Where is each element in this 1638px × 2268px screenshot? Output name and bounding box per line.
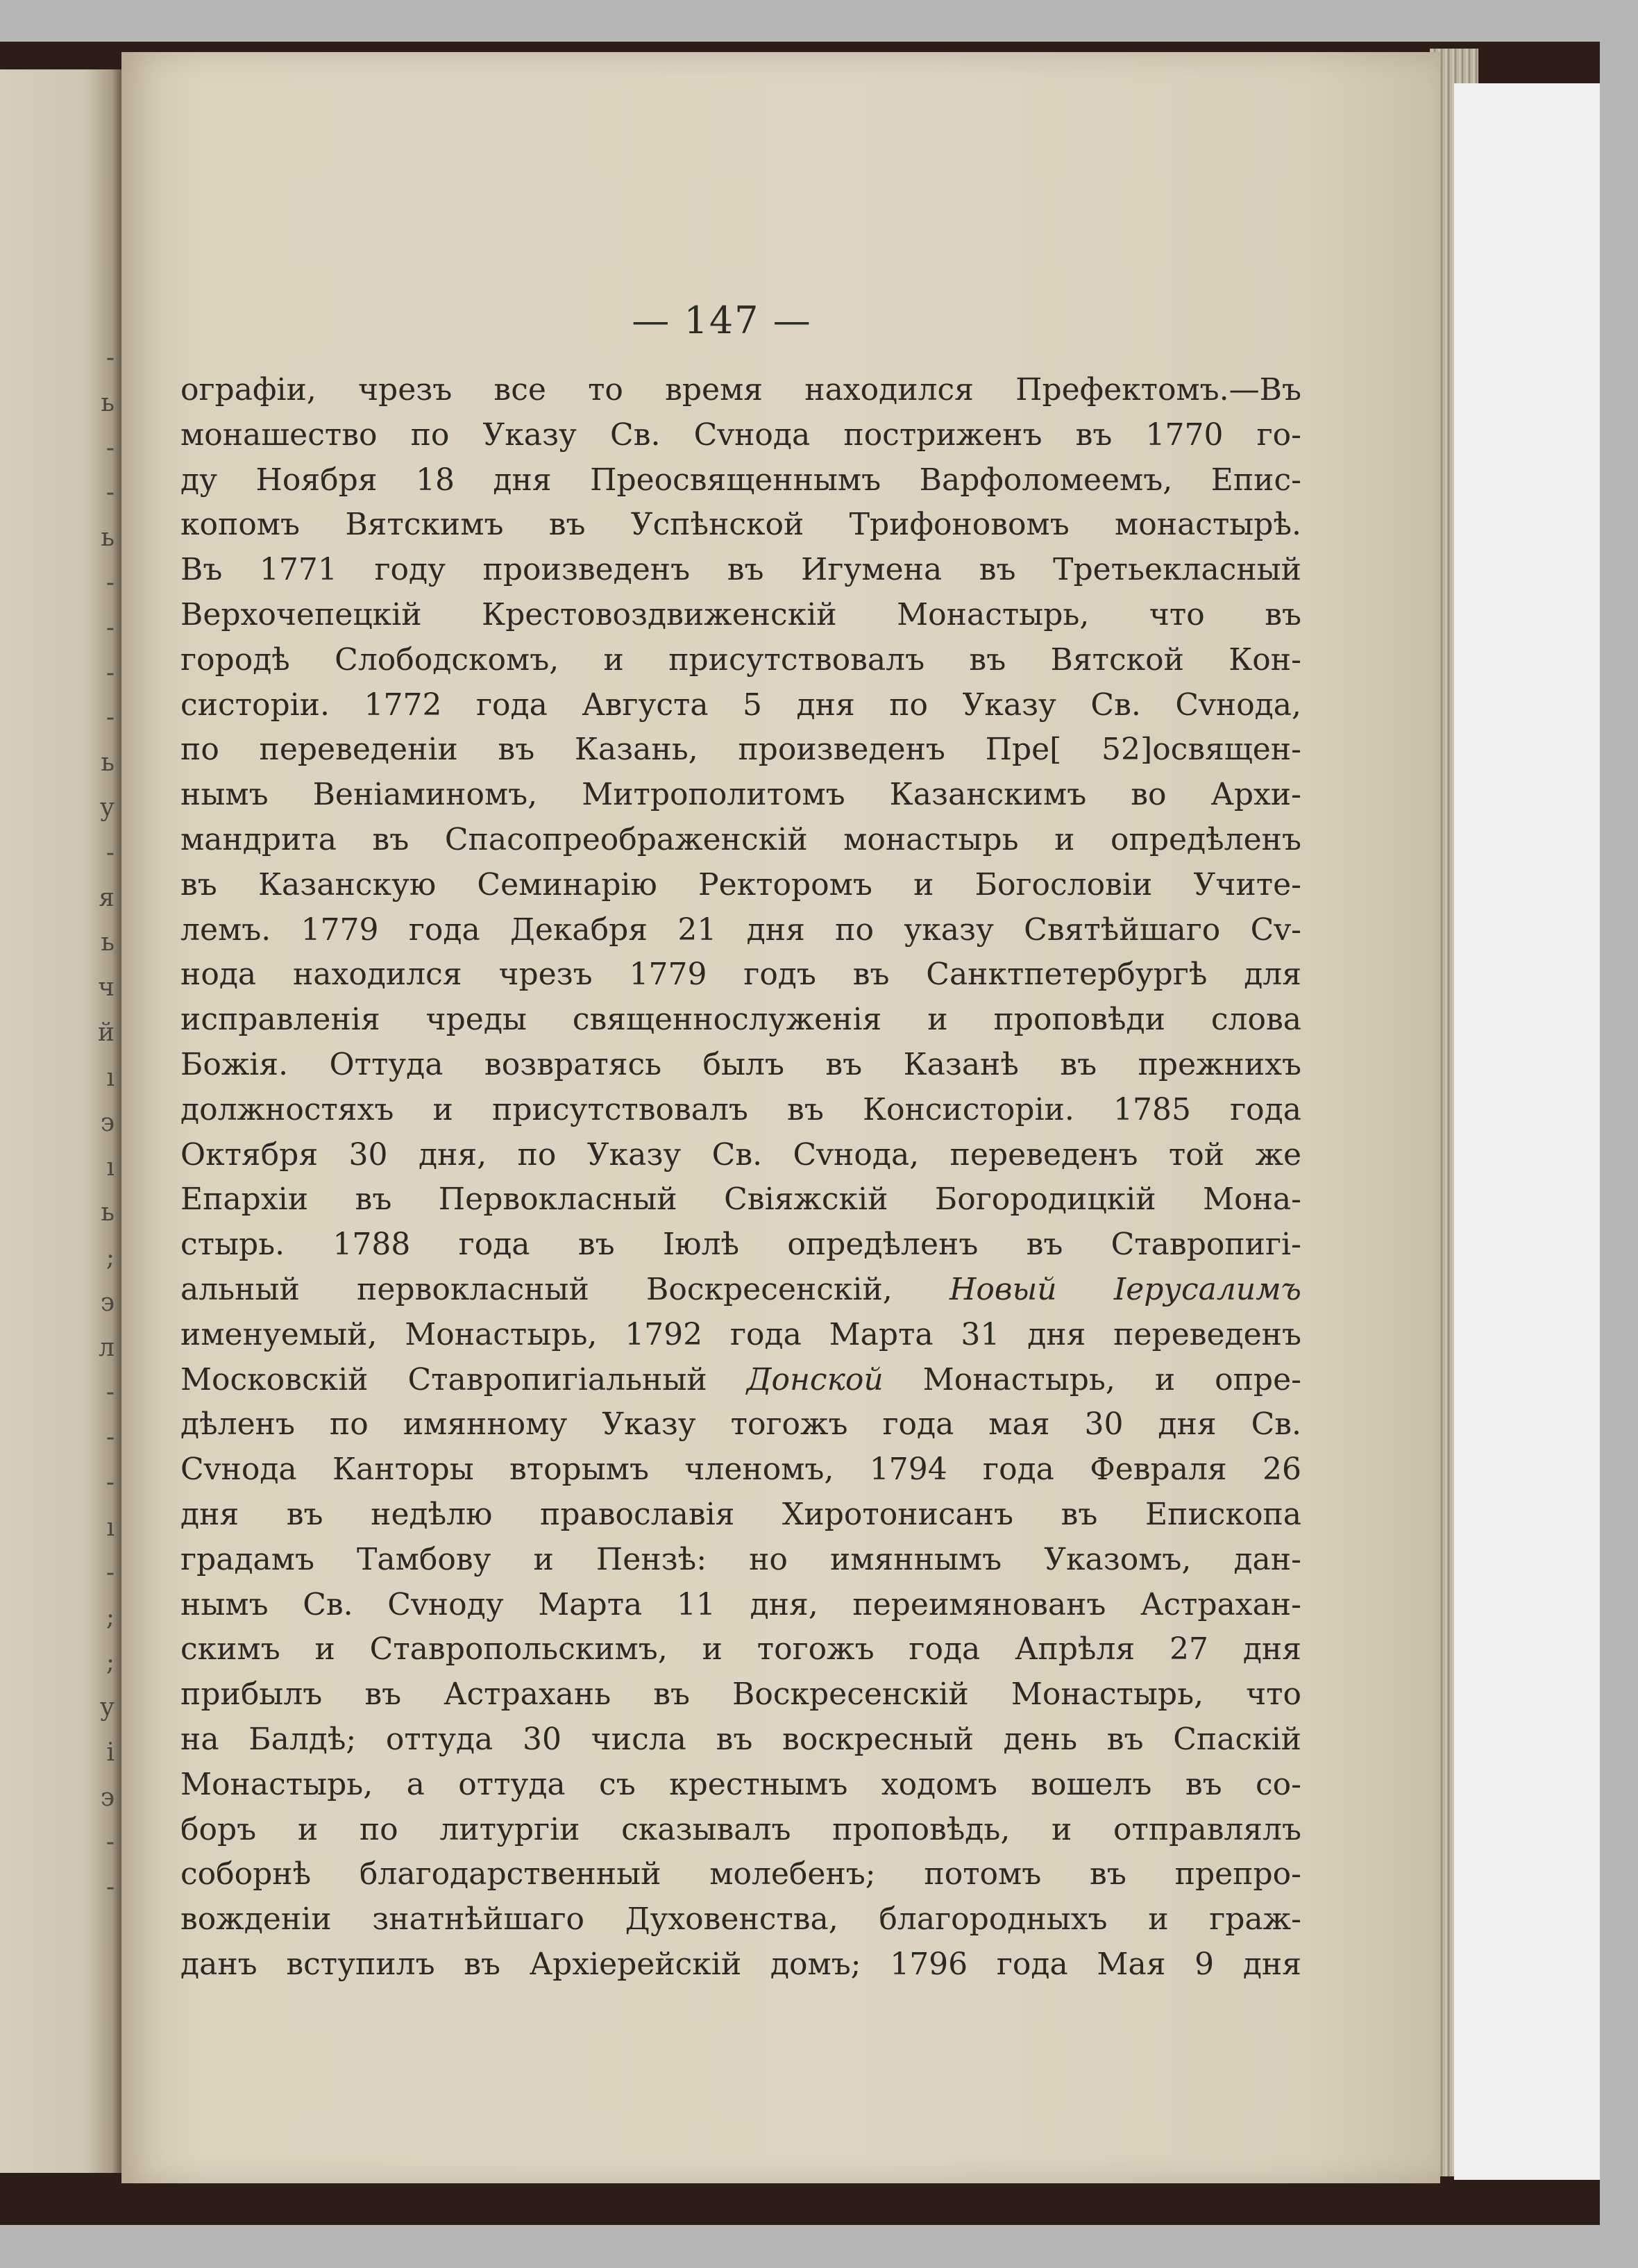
left-page-fragment: ı (106, 1063, 115, 1092)
text-line: по переведеніи въ Казань, произведенъ Пре[ 52]освящен- (180, 732, 1301, 768)
text-line: исправленія чреды священнослуженія и проповѣди слова (180, 1002, 1301, 1038)
text-line: дѣленъ по имянному Указу тогожъ года мая 30 дня Св. (180, 1406, 1301, 1443)
text-line: въ Казанскую Семинарію Ректоромъ и Богословіи Учите- (180, 866, 1301, 902)
left-page-edge (0, 69, 121, 2173)
italic-title-new-jerusalem: Новый Іерусалимъ (949, 1271, 1301, 1307)
text-line: систоріи. 1772 года Августа 5 дня по Указу Св. Сvнода, (180, 687, 1301, 723)
left-page-fragment: - (105, 1828, 115, 1857)
text-line: ду Ноября 18 дня Преосвященнымъ Варфоломеемъ, Епис- (180, 462, 1301, 498)
page-number: — 147 — (632, 299, 812, 342)
text-line: Въ 1771 году произведенъ въ Игумена въ Третьекласный (180, 552, 1301, 588)
text-line: городѣ Слободскомъ, и присутствовалъ въ Вятской Кон- (180, 641, 1301, 678)
right-blank-strip (1454, 83, 1600, 2180)
left-page-fragment: у (99, 793, 115, 822)
left-page-fragment: - (105, 433, 115, 462)
text-line: именуемый, Монастырь, 1792 года Марта 31 дня переведенъ (180, 1316, 1301, 1352)
text-line: прибылъ въ Астрахань въ Воскресенскій Монастырь, что (180, 1677, 1301, 1713)
text-line: данъ вступилъ въ Архіерейскій домъ; 1796 года Мая 9 дня (180, 1946, 1301, 1982)
left-page-fragment: ь (101, 388, 115, 417)
left-page-fragment: - (105, 478, 115, 507)
text-line: Верхочепецкій Крестовоздвиженскій Монастырь, что въ (180, 596, 1301, 632)
text-line: градамъ Тамбову и Пензѣ: но имяннымъ Указомъ, дан- (180, 1541, 1301, 1577)
text-line: нымъ Св. Сvноду Марта 11 дня, переимянованъ Астрахан- (180, 1586, 1301, 1622)
left-page-fragment: ı (106, 1153, 115, 1182)
left-page-fragment: у (99, 1693, 115, 1722)
text-line: мандрита въ Спасопреображенскій монастырь и опредѣленъ (180, 821, 1301, 857)
text-line: боръ и по литургіи сказывалъ проповѣдь, и отправлялъ (180, 1811, 1301, 1847)
book-page (121, 52, 1440, 2183)
text-line (180, 1268, 1301, 1313)
text-segment: Монастырь, и опре- (883, 1361, 1301, 1397)
left-page-fragment: і (106, 1738, 115, 1767)
left-page-fragment: - (105, 1558, 115, 1587)
left-page-fragment: э (100, 1288, 115, 1317)
left-page-fragment: ь (101, 748, 115, 778)
text-line: дня въ недѣлю православія Хиротонисанъ въ Епископа (180, 1496, 1301, 1532)
left-page-fragment: ч (98, 973, 115, 1002)
text-line: стырь. 1788 года въ Іюлѣ опредѣленъ въ Ставропигі- (180, 1227, 1301, 1263)
left-page-fragment: ; (105, 1648, 115, 1677)
left-page-fragment: - (105, 703, 115, 732)
text-line: лемъ. 1779 года Декабря 21 дня по указу Святѣйшаго Сv- (180, 912, 1301, 948)
left-page-fragment: - (105, 1468, 115, 1497)
text-segment: альный первокласный Воскресенскій, (180, 1271, 949, 1307)
text-line: Монастырь, а оттуда съ крестнымъ ходомъ вошелъ въ со- (180, 1766, 1301, 1802)
left-page-fragment: й (98, 1018, 115, 1047)
text-line: соборнѣ благодарственный молебенъ; потомъ въ препро- (180, 1856, 1301, 1892)
text-line: ографіи, чрезъ все то время находился Префектомъ.—Въ (180, 372, 1301, 408)
text-line: Божія. Оттуда возвратясь былъ въ Казанѣ въ прежнихъ (180, 1046, 1301, 1082)
page-body-text (180, 368, 1301, 1988)
text-segment: Московскій Ставропигіальный (180, 1361, 747, 1397)
left-page-fragment: ь (101, 1198, 115, 1227)
left-page-fragment: - (105, 344, 115, 372)
left-page-fragment: ь (101, 928, 115, 957)
left-page-fragment: - (105, 1873, 115, 1902)
text-line: Сvнода Канторы вторымъ членомъ, 1794 года Февраля 26 (180, 1452, 1301, 1488)
left-page-fragment: э (100, 1108, 115, 1137)
left-page-fragment: ı (106, 1513, 115, 1542)
text-line: вожденіи знатнѣйшаго Духовенства, благородныхъ и граж- (180, 1901, 1301, 1938)
left-page-fragment: ; (105, 1243, 115, 1272)
text-line: на Балдѣ; оттуда 30 числа въ воскресный день въ Спаскій (180, 1721, 1301, 1757)
text-line: скимъ и Ставропольскимъ, и тогожъ года Апрѣля 27 дня (180, 1631, 1301, 1668)
text-line: нода находился чрезъ 1779 годъ въ Санктпетербургѣ для (180, 957, 1301, 993)
left-page-fragment: ь (101, 523, 115, 553)
text-line: монашество по Указу Св. Сvнода постриженъ въ 1770 го- (180, 417, 1301, 453)
text-line: нымъ Веніаминомъ, Митрополитомъ Казанскимъ во Архи- (180, 777, 1301, 813)
left-page-fragment: л (99, 1333, 115, 1362)
left-page-fragment: - (105, 1378, 115, 1407)
text-line: должностяхъ и присутствовалъ въ Консисторіи. 1785 года (180, 1091, 1301, 1127)
italic-title-donskoy: Донской (746, 1361, 884, 1397)
left-page-fragment: - (105, 613, 115, 642)
left-page-fragment: ; (105, 1603, 115, 1632)
left-page-fragment: э (100, 1783, 115, 1812)
text-line: Октября 30 дня, по Указу Св. Сvнода, переведенъ той же (180, 1136, 1301, 1173)
text-line: Епархіи въ Первокласный Свіяжскій Богородицкій Мона- (180, 1182, 1301, 1218)
left-page-fragment: - (105, 569, 115, 597)
left-page-fragment: - (105, 838, 115, 867)
text-line (180, 1358, 1301, 1403)
left-page-fragment: я (99, 883, 115, 912)
left-page-fragment: - (105, 658, 115, 687)
left-page-fragment: - (105, 1423, 115, 1452)
text-line: копомъ Вятскимъ въ Успѣнской Трифоновомъ монастырѣ. (180, 507, 1301, 543)
